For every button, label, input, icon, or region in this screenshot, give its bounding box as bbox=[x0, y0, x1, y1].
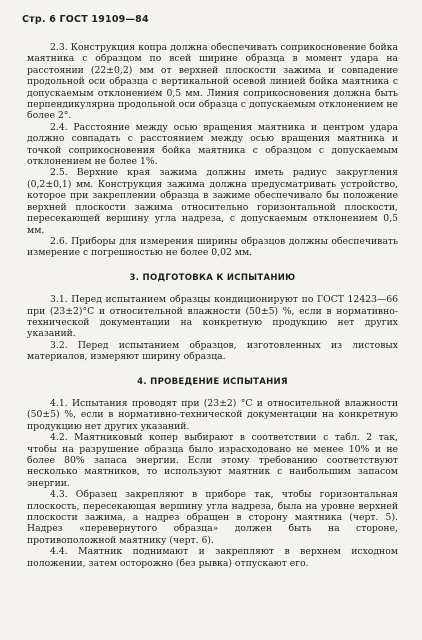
document-body bbox=[27, 42, 398, 569]
paragraph-2-6: 2.6. Приборы для измерения ширины образцов должны обеспечивать измерение с погрешностью не более 0,02 мм. bbox=[27, 235, 398, 259]
paragraph-3-2: 3.2. Перед испытанием образцов, изготовленных из листовых материалов, измеряют ширину образца. bbox=[27, 339, 398, 363]
section-heading-4: 4. ПРОВЕДЕНИЕ ИСПЫТАНИЯ bbox=[137, 376, 288, 387]
paragraph-4-2: 4.2. Маятниковый копер выбирают в соответствии с табл. 2 так, чтобы на разрушение образца было израсходовано не менее 10% и не более 80% запаса энергии. Если этому требованию соответствуют несколько маятников, то используют маятник с наибольшим запасом энергии. bbox=[27, 432, 398, 489]
page-header: Стр. 6 ГОСТ 19109—84 bbox=[22, 14, 149, 25]
paragraph-2-3: 2.3. Конструкция копра должна обеспечивать соприкосновение бойка маятника с образцом по всей ширине образца в момент удара на расстоянии (22±0,2) мм от верхней плоскости зажима и совпадение продольной оси образца с вертикальной осевой линией бойка маятника с допускаемым отклонением 0,5 мм. Линия соприкосновения должна быть перпендикулярна продольной оси образца с допускаемым отклонением не более 2°. bbox=[27, 42, 398, 122]
paragraph-4-4: 4.4. Маятник поднимают и закрепляют в верхнем исходном положении, затем осторожно (без рывка) отпускают его. bbox=[27, 546, 398, 569]
paragraph-4-3: 4.3. Образец закрепляют в приборе так, чтобы горизонтальная плоскость, пересекающая вершину угла надреза, была на уровне верхней плоскости зажима, а надрез обращен в сторону маятника (черт. 5). Надрез «перевернутого образца» должен быть на стороне, противоположной маятнику (черт. 6). bbox=[27, 489, 398, 546]
paragraph-4-1: 4.1. Испытания проводят при (23±2) °С и относительной влажности (50±5) %, если в нормативно-технической документации на конкретную продукцию нет других указаний. bbox=[27, 397, 398, 432]
section-heading-3: 3. ПОДГОТОВКА К ИСПЫТАНИЮ bbox=[129, 272, 296, 283]
paragraph-2-5: 2.5. Верхние края зажима должны иметь радиус закругления (0,2±0,1) мм. Конструкция зажима должна предусматривать устройство, которое при закреплении образца в зажиме обеспечивало бы положение верхней плоскости зажима относительно горизонтальной плоскости, пересекающей вершину угла надреза, с допускаемым отклонением 0,5 мм. bbox=[27, 167, 398, 236]
paragraph-3-1: 3.1. Перед испытанием образцы кондиционируют по ГОСТ 12423—66 при (23±2)°С и относительной влажности (50±5) %, если в нормативно-технической документации на конкретную продукцию нет других указаний. bbox=[27, 294, 398, 340]
paragraph-2-4: 2.4. Расстояние между осью вращения маятника и центром удара должно совпадать с расстоянием между осью вращения маятника и точкой соприкосновения бойка маятника с образцом с допускаемым отклонением не более 1%. bbox=[27, 121, 398, 168]
